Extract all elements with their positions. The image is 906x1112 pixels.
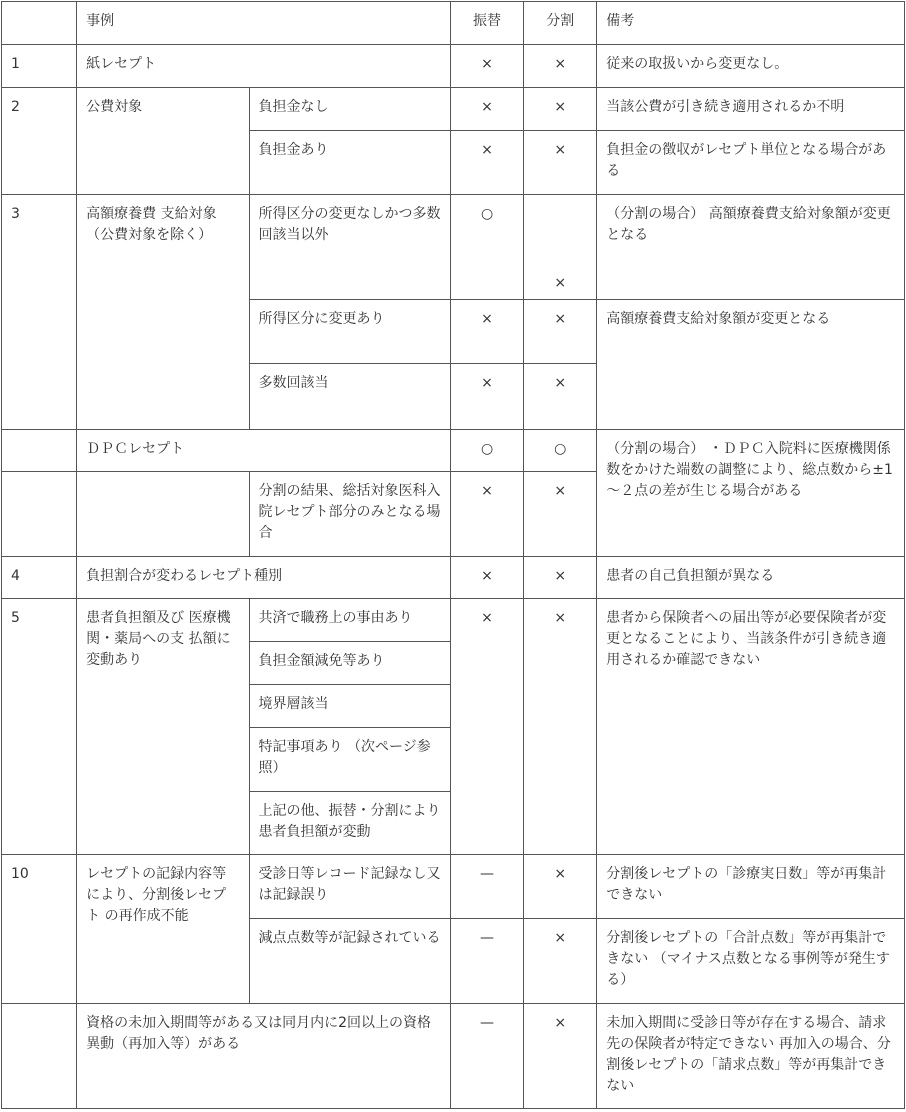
table-row bbox=[2, 855, 905, 919]
sub-case-cell: 減点点数等が記録されている bbox=[249, 919, 450, 1004]
table-row bbox=[2, 1004, 905, 1109]
case-cell: 負担割合が変わるレセプト種別 bbox=[77, 557, 451, 599]
sub-case-cell: 負担金額減免等あり bbox=[249, 642, 450, 685]
sub-case-cell: 負担金あり bbox=[249, 131, 450, 195]
case-table bbox=[1, 1, 905, 1109]
case-cell bbox=[77, 472, 249, 557]
transfer-cell: × bbox=[450, 472, 523, 557]
remarks-cell: 従来の取扱いから変更なし。 bbox=[597, 45, 905, 88]
split-cell: × bbox=[524, 855, 597, 919]
transfer-cell: ○ bbox=[450, 430, 523, 472]
row-no bbox=[2, 1004, 77, 1109]
remarks-cell: 患者の自己負担額が異なる bbox=[597, 557, 905, 599]
row-no: 4 bbox=[2, 557, 77, 599]
split-cell: × bbox=[524, 472, 597, 557]
header-case: 事例 bbox=[77, 2, 451, 45]
remarks-cell: 負担金の徴収がレセプト単位となる場合がある bbox=[597, 131, 905, 195]
case-cell: 公費対象 bbox=[77, 88, 249, 195]
sub-case-cell: 多数回該当 bbox=[249, 364, 450, 430]
split-cell: × bbox=[524, 300, 597, 364]
transfer-cell: — bbox=[450, 1004, 523, 1109]
header-transfer: 振替 bbox=[450, 2, 523, 45]
row-no: 10 bbox=[2, 855, 77, 1004]
split-cell: × bbox=[524, 195, 597, 300]
transfer-cell: × bbox=[450, 364, 523, 430]
row-no bbox=[2, 472, 77, 557]
split-cell: × bbox=[524, 88, 597, 131]
remarks-cell: （分割の場合） 高額療養費支給対象額が変更となる bbox=[597, 195, 905, 300]
row-no bbox=[2, 430, 77, 472]
case-cell: 資格の未加入期間等がある又は同月内に2回以上の資格異動（再加入等）がある bbox=[77, 1004, 451, 1109]
header-no bbox=[2, 2, 77, 45]
sub-case-cell: 境界層該当 bbox=[249, 685, 450, 728]
sub-case-cell: 所得区分の変更なしかつ多数回該当以外 bbox=[249, 195, 450, 300]
transfer-cell: × bbox=[450, 45, 523, 88]
split-cell: × bbox=[524, 557, 597, 599]
sub-case-cell: 所得区分に変更あり bbox=[249, 300, 450, 364]
table-row bbox=[2, 45, 905, 88]
remarks-cell: 分割後レセプトの「合計点数」等が再集計できない （マイナス点数となる事例等が発生する） bbox=[597, 919, 905, 1004]
case-cell: 患者負担額及び 医療機関・薬局への支 払額に 変動あり bbox=[77, 599, 249, 855]
row-no: 3 bbox=[2, 195, 77, 430]
transfer-cell: — bbox=[450, 855, 523, 919]
table-row bbox=[2, 195, 905, 300]
header-row bbox=[2, 2, 905, 45]
table-row bbox=[2, 557, 905, 599]
split-cell: × bbox=[524, 364, 597, 430]
sub-case-cell: 共済で職務上の事由あり bbox=[249, 599, 450, 642]
remarks-cell: 当該公費が引き続き適用されるか不明 bbox=[597, 88, 905, 131]
sub-case-cell: 負担金なし bbox=[249, 88, 450, 131]
transfer-cell: — bbox=[450, 919, 523, 1004]
case-cell: 高額療養費 支給対象（公費対象を除く） bbox=[77, 195, 249, 430]
header-remarks: 備考 bbox=[597, 2, 905, 45]
split-cell: × bbox=[524, 131, 597, 195]
sub-case-cell: 上記の他、振替・分割により患者負担額が変動 bbox=[249, 792, 450, 855]
table-row bbox=[2, 599, 905, 642]
split-cell: × bbox=[524, 1004, 597, 1109]
split-cell: × bbox=[524, 45, 597, 88]
sub-case-cell: 特記事項あり （次ページ参照） bbox=[249, 728, 450, 792]
transfer-cell: × bbox=[450, 300, 523, 364]
split-cell: × bbox=[524, 599, 597, 855]
case-cell: ＤＰＣレセプト bbox=[77, 430, 451, 472]
transfer-cell: ○ bbox=[450, 195, 523, 300]
remarks-cell: 高額療養費支給対象額が変更となる bbox=[597, 300, 905, 430]
remarks-cell: （分割の場合） ・ＤＰＣ入院料に医療機関係数をかけた端数の調整により、総点数から±1～２点の差が生じる場合がある bbox=[597, 430, 905, 557]
row-no: 2 bbox=[2, 88, 77, 195]
table-row bbox=[2, 430, 905, 472]
remarks-cell: 未加入期間に受診日等が存在する場合、請求先の保険者が特定できない 再加入の場合、分割後レセプトの「請求点数」等が再集計できない bbox=[597, 1004, 905, 1109]
transfer-cell: × bbox=[450, 557, 523, 599]
sub-case-cell: 受診日等レコード記録なし又は記録誤り bbox=[249, 855, 450, 919]
transfer-cell: × bbox=[450, 131, 523, 195]
sub-case-cell: 分割の結果、総括対象医科入院レセプト部分のみとなる場合 bbox=[249, 472, 450, 557]
table-row bbox=[2, 88, 905, 131]
remarks-cell: 分割後レセプトの「診療実日数」等が再集計できない bbox=[597, 855, 905, 919]
case-cell: 紙レセプト bbox=[77, 45, 451, 88]
row-no: 1 bbox=[2, 45, 77, 88]
row-no: 5 bbox=[2, 599, 77, 855]
remarks-cell: 患者から保険者への届出等が必要保険者が変更となることにより、当該条件が引き続き適用されるか確認できない bbox=[597, 599, 905, 855]
case-cell: レセプトの記録内容等 により、分割後レセプト の再作成不能 bbox=[77, 855, 249, 1004]
header-split: 分割 bbox=[524, 2, 597, 45]
split-cell: × bbox=[524, 919, 597, 1004]
transfer-cell: × bbox=[450, 88, 523, 131]
split-cell: ○ bbox=[524, 430, 597, 472]
transfer-cell: × bbox=[450, 599, 523, 855]
